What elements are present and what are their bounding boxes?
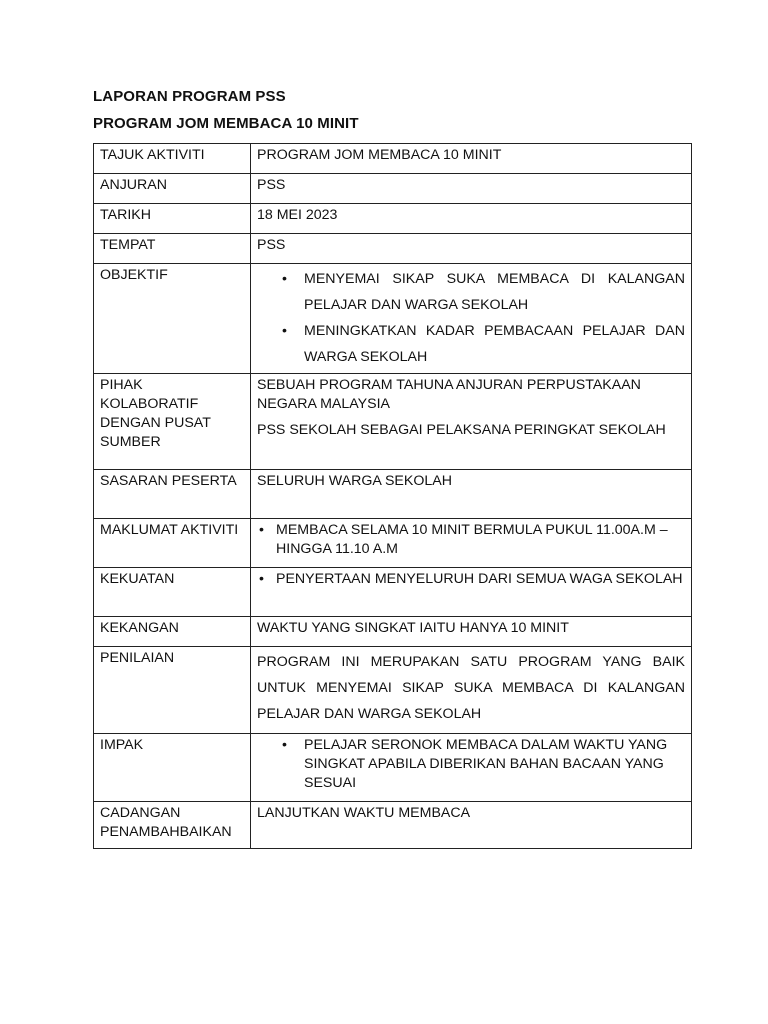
report-subtitle: PROGRAM JOM MEMBACA 10 MINIT (93, 115, 359, 132)
row-cadangan (94, 802, 692, 849)
row-tarikh (94, 204, 692, 234)
value-tajuk: PROGRAM JOM MEMBACA 10 MINIT (251, 144, 692, 174)
report-table (93, 143, 692, 849)
report-title: LAPORAN PROGRAM PSS (93, 88, 286, 105)
value-sasaran: SELURUH WARGA SEKOLAH (251, 470, 692, 519)
row-objektif (94, 264, 692, 374)
list-item: • PENYERTAAN MENYELURUH DARI SEMUA WAGA SEKOLAH (259, 571, 683, 587)
row-tajuk (94, 144, 692, 174)
label-penilaian: PENILAIAN (94, 647, 251, 734)
label-pihak: PIHAK KOLABORATIF DENGAN PUSAT SUMBER (94, 374, 251, 470)
list-item: • MENINGKATKAN KADAR PEMBACAAN PELAJAR DAN WARGA SEKOLAH (257, 318, 685, 370)
impak-list (257, 736, 685, 793)
value-kekangan: WAKTU YANG SINGKAT IAITU HANYA 10 MINIT (251, 617, 692, 647)
label-maklumat: MAKLUMAT AKTIVITI (94, 519, 251, 568)
list-item: • PELAJAR SERONOK MEMBACA DALAM WAKTU YANG SINGKAT APABILA DIBERIKAN BAHAN BACAAN YANG SESUAI (282, 737, 668, 791)
value-cadangan: LANJUTKAN WAKTU MEMBACA (251, 802, 692, 849)
objektif-list (257, 266, 685, 370)
bullet-icon: • (282, 737, 287, 753)
label-kekuatan: KEKUATAN (94, 568, 251, 617)
bullet-icon: • (282, 271, 287, 287)
maklumat-list (257, 521, 685, 559)
row-penilaian (94, 647, 692, 734)
row-maklumat (94, 519, 692, 568)
label-kekangan: KEKANGAN (94, 617, 251, 647)
list-item: • MEMBACA SELAMA 10 MINIT BERMULA PUKUL 11.00A.M – HINGGA 11.10 A.M (259, 522, 668, 557)
value-maklumat (251, 519, 692, 568)
bullet-icon: • (259, 522, 264, 538)
value-kekuatan (251, 568, 692, 617)
label-tempat: TEMPAT (94, 234, 251, 264)
row-pihak (94, 374, 692, 470)
pihak-paragraph: SEBUAH PROGRAM TAHUNA ANJURAN PERPUSTAKAAN NEGARA MALAYSIA (257, 377, 641, 412)
value-pihak (251, 374, 692, 470)
value-tarikh: 18 MEI 2023 (251, 204, 692, 234)
value-penilaian: PROGRAM INI MERUPAKAN SATU PROGRAM YANG BAIK UNTUK MENYEMAI SIKAP SUKA MEMBACA DI KALANGAN PELAJAR DAN WARGA SEKOLAH (251, 647, 692, 734)
value-tempat: PSS (251, 234, 692, 264)
row-anjuran (94, 174, 692, 204)
row-tempat (94, 234, 692, 264)
label-anjuran: ANJURAN (94, 174, 251, 204)
row-impak (94, 734, 692, 802)
label-tajuk: TAJUK AKTIVITI (94, 144, 251, 174)
label-sasaran: SASARAN PESERTA (94, 470, 251, 519)
value-anjuran: PSS (251, 174, 692, 204)
label-cadangan: CADANGAN PENAMBAHBAIKAN (94, 802, 251, 849)
row-kekuatan (94, 568, 692, 617)
label-tarikh: TARIKH (94, 204, 251, 234)
label-objektif: OBJEKTIF (94, 264, 251, 374)
value-objektif (251, 264, 692, 374)
label-impak: IMPAK (94, 734, 251, 802)
bullet-icon: • (259, 571, 264, 587)
kekuatan-list (257, 570, 685, 589)
list-item: • MENYEMAI SIKAP SUKA MEMBACA DI KALANGAN PELAJAR DAN WARGA SEKOLAH (257, 266, 685, 318)
pihak-paragraph: PSS SEKOLAH SEBAGAI PELAKSANA PERINGKAT SEKOLAH (257, 422, 666, 438)
value-impak (251, 734, 692, 802)
row-sasaran (94, 470, 692, 519)
row-kekangan (94, 617, 692, 647)
bullet-icon: • (282, 323, 287, 339)
